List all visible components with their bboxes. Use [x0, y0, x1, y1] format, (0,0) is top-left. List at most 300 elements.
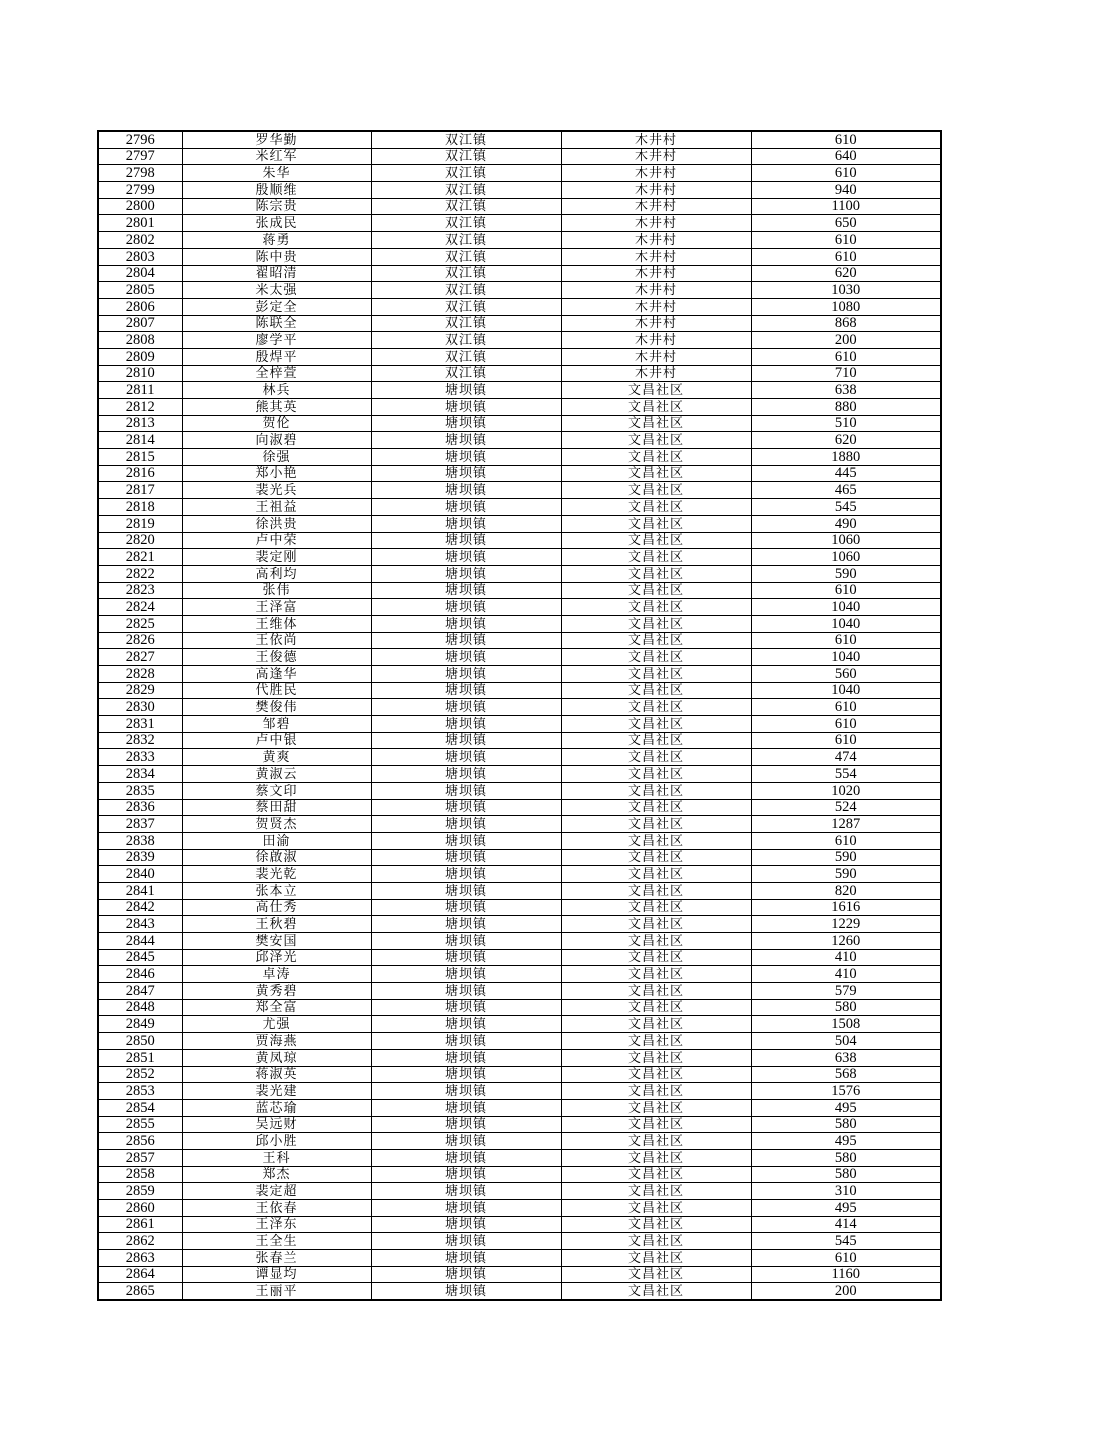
town-cell: 塘坝镇 — [371, 1016, 561, 1033]
village-cell: 木井村 — [561, 315, 751, 332]
name-cell: 邹碧 — [182, 716, 371, 733]
table-body — [98, 131, 941, 1300]
village-cell: 文昌社区 — [561, 966, 751, 983]
serial-number-cell: 2827 — [98, 649, 182, 666]
town-cell: 塘坝镇 — [371, 532, 561, 549]
table-row — [98, 615, 941, 632]
town-cell: 塘坝镇 — [371, 615, 561, 632]
village-cell: 文昌社区 — [561, 699, 751, 716]
serial-number-cell: 2798 — [98, 165, 182, 182]
serial-number-cell: 2863 — [98, 1250, 182, 1267]
town-cell: 双江镇 — [371, 198, 561, 215]
village-cell: 文昌社区 — [561, 832, 751, 849]
table-row — [98, 1033, 941, 1050]
serial-number-cell: 2848 — [98, 999, 182, 1016]
village-cell: 文昌社区 — [561, 582, 751, 599]
data-table — [97, 130, 942, 1301]
name-cell: 黄凤琼 — [182, 1049, 371, 1066]
town-cell: 塘坝镇 — [371, 1233, 561, 1250]
table-row — [98, 315, 941, 332]
name-cell: 裴定刚 — [182, 549, 371, 566]
serial-number-cell: 2858 — [98, 1166, 182, 1183]
village-cell: 文昌社区 — [561, 1066, 751, 1083]
name-cell: 蔡文印 — [182, 782, 371, 799]
amount-cell: 495 — [751, 1133, 941, 1150]
town-cell: 塘坝镇 — [371, 949, 561, 966]
village-cell: 文昌社区 — [561, 999, 751, 1016]
name-cell: 高逢华 — [182, 666, 371, 683]
table-row — [98, 933, 941, 950]
amount-cell: 504 — [751, 1033, 941, 1050]
town-cell: 塘坝镇 — [371, 632, 561, 649]
serial-number-cell: 2856 — [98, 1133, 182, 1150]
amount-cell: 1040 — [751, 649, 941, 666]
amount-cell: 524 — [751, 799, 941, 816]
village-cell: 文昌社区 — [561, 1216, 751, 1233]
amount-cell: 590 — [751, 866, 941, 883]
village-cell: 文昌社区 — [561, 732, 751, 749]
town-cell: 塘坝镇 — [371, 849, 561, 866]
amount-cell: 610 — [751, 232, 941, 249]
name-cell: 王泽东 — [182, 1216, 371, 1233]
name-cell: 蒋勇 — [182, 232, 371, 249]
table-row — [98, 899, 941, 916]
name-cell: 裴光乾 — [182, 866, 371, 883]
village-cell: 文昌社区 — [561, 632, 751, 649]
amount-cell: 310 — [751, 1183, 941, 1200]
table-row — [98, 799, 941, 816]
amount-cell: 940 — [751, 182, 941, 199]
name-cell: 裴光兵 — [182, 482, 371, 499]
table-row — [98, 499, 941, 516]
serial-number-cell: 2836 — [98, 799, 182, 816]
name-cell: 郑杰 — [182, 1166, 371, 1183]
town-cell: 塘坝镇 — [371, 749, 561, 766]
table-row — [98, 1266, 941, 1283]
serial-number-cell: 2817 — [98, 482, 182, 499]
serial-number-cell: 2851 — [98, 1049, 182, 1066]
amount-cell: 880 — [751, 399, 941, 416]
town-cell: 塘坝镇 — [371, 1116, 561, 1133]
name-cell: 樊俊伟 — [182, 699, 371, 716]
name-cell: 殷焊平 — [182, 348, 371, 365]
table-row — [98, 1016, 941, 1033]
serial-number-cell: 2806 — [98, 298, 182, 315]
amount-cell: 1880 — [751, 449, 941, 466]
table-row — [98, 365, 941, 382]
name-cell: 贺伦 — [182, 415, 371, 432]
serial-number-cell: 2818 — [98, 499, 182, 516]
village-cell: 文昌社区 — [561, 482, 751, 499]
town-cell: 塘坝镇 — [371, 882, 561, 899]
serial-number-cell: 2831 — [98, 716, 182, 733]
village-cell: 木井村 — [561, 265, 751, 282]
town-cell: 塘坝镇 — [371, 415, 561, 432]
amount-cell: 560 — [751, 666, 941, 683]
town-cell: 塘坝镇 — [371, 766, 561, 783]
town-cell: 塘坝镇 — [371, 1266, 561, 1283]
town-cell: 塘坝镇 — [371, 565, 561, 582]
village-cell: 文昌社区 — [561, 1083, 751, 1100]
village-cell: 木井村 — [561, 182, 751, 199]
village-cell: 文昌社区 — [561, 1266, 751, 1283]
village-cell: 文昌社区 — [561, 1149, 751, 1166]
name-cell: 王丽平 — [182, 1283, 371, 1300]
amount-cell: 545 — [751, 1233, 941, 1250]
amount-cell: 580 — [751, 1116, 941, 1133]
name-cell: 代胜民 — [182, 682, 371, 699]
village-cell: 文昌社区 — [561, 949, 751, 966]
name-cell: 黄淑云 — [182, 766, 371, 783]
town-cell: 双江镇 — [371, 131, 561, 148]
name-cell: 陈宗贵 — [182, 198, 371, 215]
amount-cell: 410 — [751, 949, 941, 966]
amount-cell: 1287 — [751, 816, 941, 833]
serial-number-cell: 2830 — [98, 699, 182, 716]
amount-cell: 1160 — [751, 1266, 941, 1283]
amount-cell: 610 — [751, 1250, 941, 1267]
name-cell: 徐强 — [182, 449, 371, 466]
table-row — [98, 632, 941, 649]
town-cell: 塘坝镇 — [371, 1250, 561, 1267]
town-cell: 塘坝镇 — [371, 1049, 561, 1066]
serial-number-cell: 2849 — [98, 1016, 182, 1033]
table-row — [98, 1166, 941, 1183]
name-cell: 高仕秀 — [182, 899, 371, 916]
town-cell: 塘坝镇 — [371, 716, 561, 733]
town-cell: 塘坝镇 — [371, 432, 561, 449]
table-row — [98, 399, 941, 416]
name-cell: 熊其英 — [182, 399, 371, 416]
village-cell: 文昌社区 — [561, 515, 751, 532]
amount-cell: 410 — [751, 966, 941, 983]
town-cell: 塘坝镇 — [371, 1149, 561, 1166]
village-cell: 文昌社区 — [561, 749, 751, 766]
name-cell: 徐啟淑 — [182, 849, 371, 866]
table-row — [98, 966, 941, 983]
name-cell: 王科 — [182, 1149, 371, 1166]
village-cell: 文昌社区 — [561, 1250, 751, 1267]
name-cell: 王依尚 — [182, 632, 371, 649]
table-row — [98, 165, 941, 182]
amount-cell: 580 — [751, 999, 941, 1016]
village-cell: 文昌社区 — [561, 1049, 751, 1066]
amount-cell: 1040 — [751, 615, 941, 632]
amount-cell: 200 — [751, 332, 941, 349]
table-row — [98, 666, 941, 683]
village-cell: 文昌社区 — [561, 899, 751, 916]
town-cell: 双江镇 — [371, 315, 561, 332]
serial-number-cell: 2796 — [98, 131, 182, 148]
serial-number-cell: 2837 — [98, 816, 182, 833]
village-cell: 文昌社区 — [561, 666, 751, 683]
town-cell: 塘坝镇 — [371, 1066, 561, 1083]
serial-number-cell: 2860 — [98, 1200, 182, 1217]
table-row — [98, 1133, 941, 1150]
village-cell: 文昌社区 — [561, 649, 751, 666]
table-row — [98, 1149, 941, 1166]
town-cell: 塘坝镇 — [371, 866, 561, 883]
town-cell: 塘坝镇 — [371, 916, 561, 933]
amount-cell: 610 — [751, 165, 941, 182]
name-cell: 贾海燕 — [182, 1033, 371, 1050]
amount-cell: 590 — [751, 565, 941, 582]
serial-number-cell: 2839 — [98, 849, 182, 866]
village-cell: 木井村 — [561, 248, 751, 265]
town-cell: 塘坝镇 — [371, 515, 561, 532]
name-cell: 王依春 — [182, 1200, 371, 1217]
town-cell: 双江镇 — [371, 332, 561, 349]
name-cell: 谭显均 — [182, 1266, 371, 1283]
name-cell: 卢中银 — [182, 732, 371, 749]
town-cell: 塘坝镇 — [371, 1200, 561, 1217]
town-cell: 塘坝镇 — [371, 933, 561, 950]
name-cell: 彭定全 — [182, 298, 371, 315]
amount-cell: 610 — [751, 248, 941, 265]
name-cell: 全梓萱 — [182, 365, 371, 382]
serial-number-cell: 2834 — [98, 766, 182, 783]
serial-number-cell: 2802 — [98, 232, 182, 249]
village-cell: 文昌社区 — [561, 799, 751, 816]
amount-cell: 414 — [751, 1216, 941, 1233]
table-row — [98, 482, 941, 499]
amount-cell: 620 — [751, 265, 941, 282]
serial-number-cell: 2828 — [98, 666, 182, 683]
table-row — [98, 766, 941, 783]
amount-cell: 610 — [751, 348, 941, 365]
name-cell: 王全生 — [182, 1233, 371, 1250]
serial-number-cell: 2803 — [98, 248, 182, 265]
table-row — [98, 298, 941, 315]
amount-cell: 510 — [751, 415, 941, 432]
village-cell: 文昌社区 — [561, 1033, 751, 1050]
town-cell: 塘坝镇 — [371, 1216, 561, 1233]
town-cell: 双江镇 — [371, 165, 561, 182]
serial-number-cell: 2854 — [98, 1099, 182, 1116]
serial-number-cell: 2813 — [98, 415, 182, 432]
town-cell: 双江镇 — [371, 282, 561, 299]
village-cell: 文昌社区 — [561, 1233, 751, 1250]
name-cell: 米红军 — [182, 148, 371, 165]
name-cell: 蒋淑英 — [182, 1066, 371, 1083]
town-cell: 塘坝镇 — [371, 966, 561, 983]
village-cell: 文昌社区 — [561, 816, 751, 833]
table-row — [98, 749, 941, 766]
village-cell: 文昌社区 — [561, 849, 751, 866]
name-cell: 邱小胜 — [182, 1133, 371, 1150]
amount-cell: 610 — [751, 832, 941, 849]
serial-number-cell: 2821 — [98, 549, 182, 566]
serial-number-cell: 2852 — [98, 1066, 182, 1083]
town-cell: 塘坝镇 — [371, 482, 561, 499]
serial-number-cell: 2797 — [98, 148, 182, 165]
name-cell: 卓涛 — [182, 966, 371, 983]
name-cell: 陈中贵 — [182, 248, 371, 265]
serial-number-cell: 2810 — [98, 365, 182, 382]
name-cell: 郑全富 — [182, 999, 371, 1016]
table-row — [98, 1216, 941, 1233]
amount-cell: 610 — [751, 131, 941, 148]
village-cell: 文昌社区 — [561, 1200, 751, 1217]
amount-cell: 568 — [751, 1066, 941, 1083]
serial-number-cell: 2825 — [98, 615, 182, 632]
amount-cell: 1040 — [751, 599, 941, 616]
table-row — [98, 449, 941, 466]
serial-number-cell: 2826 — [98, 632, 182, 649]
table-row — [98, 816, 941, 833]
village-cell: 文昌社区 — [561, 615, 751, 632]
table-row — [98, 716, 941, 733]
amount-cell: 868 — [751, 315, 941, 332]
serial-number-cell: 2814 — [98, 432, 182, 449]
village-cell: 文昌社区 — [561, 983, 751, 1000]
table-row — [98, 565, 941, 582]
name-cell: 黄爽 — [182, 749, 371, 766]
table-row — [98, 1116, 941, 1133]
amount-cell: 445 — [751, 465, 941, 482]
serial-number-cell: 2816 — [98, 465, 182, 482]
table-row — [98, 332, 941, 349]
town-cell: 塘坝镇 — [371, 999, 561, 1016]
serial-number-cell: 2861 — [98, 1216, 182, 1233]
name-cell: 张本立 — [182, 882, 371, 899]
amount-cell: 465 — [751, 482, 941, 499]
village-cell: 文昌社区 — [561, 1133, 751, 1150]
serial-number-cell: 2801 — [98, 215, 182, 232]
serial-number-cell: 2844 — [98, 933, 182, 950]
village-cell: 文昌社区 — [561, 415, 751, 432]
town-cell: 双江镇 — [371, 298, 561, 315]
town-cell: 双江镇 — [371, 365, 561, 382]
serial-number-cell: 2815 — [98, 449, 182, 466]
serial-number-cell: 2865 — [98, 1283, 182, 1300]
serial-number-cell: 2862 — [98, 1233, 182, 1250]
table-row — [98, 866, 941, 883]
serial-number-cell: 2843 — [98, 916, 182, 933]
serial-number-cell: 2800 — [98, 198, 182, 215]
village-cell: 木井村 — [561, 131, 751, 148]
village-cell: 文昌社区 — [561, 1183, 751, 1200]
amount-cell: 638 — [751, 1049, 941, 1066]
amount-cell: 1260 — [751, 933, 941, 950]
table-row — [98, 849, 941, 866]
village-cell: 文昌社区 — [561, 399, 751, 416]
amount-cell: 610 — [751, 582, 941, 599]
serial-number-cell: 2811 — [98, 382, 182, 399]
amount-cell: 200 — [751, 1283, 941, 1300]
village-cell: 文昌社区 — [561, 499, 751, 516]
serial-number-cell: 2855 — [98, 1116, 182, 1133]
table-row — [98, 1233, 941, 1250]
table-row — [98, 649, 941, 666]
name-cell: 田渝 — [182, 832, 371, 849]
amount-cell: 650 — [751, 215, 941, 232]
amount-cell: 638 — [751, 382, 941, 399]
town-cell: 塘坝镇 — [371, 1083, 561, 1100]
town-cell: 双江镇 — [371, 148, 561, 165]
name-cell: 朱华 — [182, 165, 371, 182]
village-cell: 木井村 — [561, 148, 751, 165]
town-cell: 双江镇 — [371, 232, 561, 249]
name-cell: 樊安国 — [182, 933, 371, 950]
town-cell: 双江镇 — [371, 182, 561, 199]
name-cell: 罗华勤 — [182, 131, 371, 148]
name-cell: 殷顺维 — [182, 182, 371, 199]
town-cell: 塘坝镇 — [371, 832, 561, 849]
table-row — [98, 148, 941, 165]
serial-number-cell: 2822 — [98, 565, 182, 582]
village-cell: 文昌社区 — [561, 766, 751, 783]
name-cell: 王维体 — [182, 615, 371, 632]
table-row — [98, 532, 941, 549]
table-row — [98, 832, 941, 849]
serial-number-cell: 2820 — [98, 532, 182, 549]
serial-number-cell: 2809 — [98, 348, 182, 365]
amount-cell: 1020 — [751, 782, 941, 799]
table-row — [98, 782, 941, 799]
town-cell: 塘坝镇 — [371, 983, 561, 1000]
town-cell: 塘坝镇 — [371, 399, 561, 416]
name-cell: 尤强 — [182, 1016, 371, 1033]
village-cell: 文昌社区 — [561, 882, 751, 899]
serial-number-cell: 2808 — [98, 332, 182, 349]
serial-number-cell: 2850 — [98, 1033, 182, 1050]
amount-cell: 710 — [751, 365, 941, 382]
town-cell: 双江镇 — [371, 348, 561, 365]
town-cell: 塘坝镇 — [371, 799, 561, 816]
table-row — [98, 215, 941, 232]
name-cell: 裴光建 — [182, 1083, 371, 1100]
table-row — [98, 131, 941, 148]
village-cell: 木井村 — [561, 332, 751, 349]
amount-cell: 640 — [751, 148, 941, 165]
table-row — [98, 198, 941, 215]
village-cell: 文昌社区 — [561, 866, 751, 883]
amount-cell: 1508 — [751, 1016, 941, 1033]
village-cell: 文昌社区 — [561, 916, 751, 933]
amount-cell: 495 — [751, 1099, 941, 1116]
table-row — [98, 949, 941, 966]
village-cell: 文昌社区 — [561, 565, 751, 582]
name-cell: 蓝芯瑜 — [182, 1099, 371, 1116]
serial-number-cell: 2835 — [98, 782, 182, 799]
village-cell: 文昌社区 — [561, 682, 751, 699]
name-cell: 张成民 — [182, 215, 371, 232]
town-cell: 塘坝镇 — [371, 1283, 561, 1300]
amount-cell: 610 — [751, 716, 941, 733]
name-cell: 高利均 — [182, 565, 371, 582]
village-cell: 文昌社区 — [561, 599, 751, 616]
town-cell: 塘坝镇 — [371, 499, 561, 516]
table-row — [98, 232, 941, 249]
name-cell: 陈联全 — [182, 315, 371, 332]
name-cell: 林兵 — [182, 382, 371, 399]
town-cell: 塘坝镇 — [371, 782, 561, 799]
amount-cell: 610 — [751, 699, 941, 716]
name-cell: 卢中荣 — [182, 532, 371, 549]
table-row — [98, 182, 941, 199]
table-row — [98, 432, 941, 449]
amount-cell: 610 — [751, 732, 941, 749]
table-row — [98, 1083, 941, 1100]
name-cell: 向淑碧 — [182, 432, 371, 449]
village-cell: 文昌社区 — [561, 432, 751, 449]
name-cell: 张伟 — [182, 582, 371, 599]
town-cell: 塘坝镇 — [371, 899, 561, 916]
serial-number-cell: 2833 — [98, 749, 182, 766]
table-row — [98, 983, 941, 1000]
name-cell: 郑小艳 — [182, 465, 371, 482]
